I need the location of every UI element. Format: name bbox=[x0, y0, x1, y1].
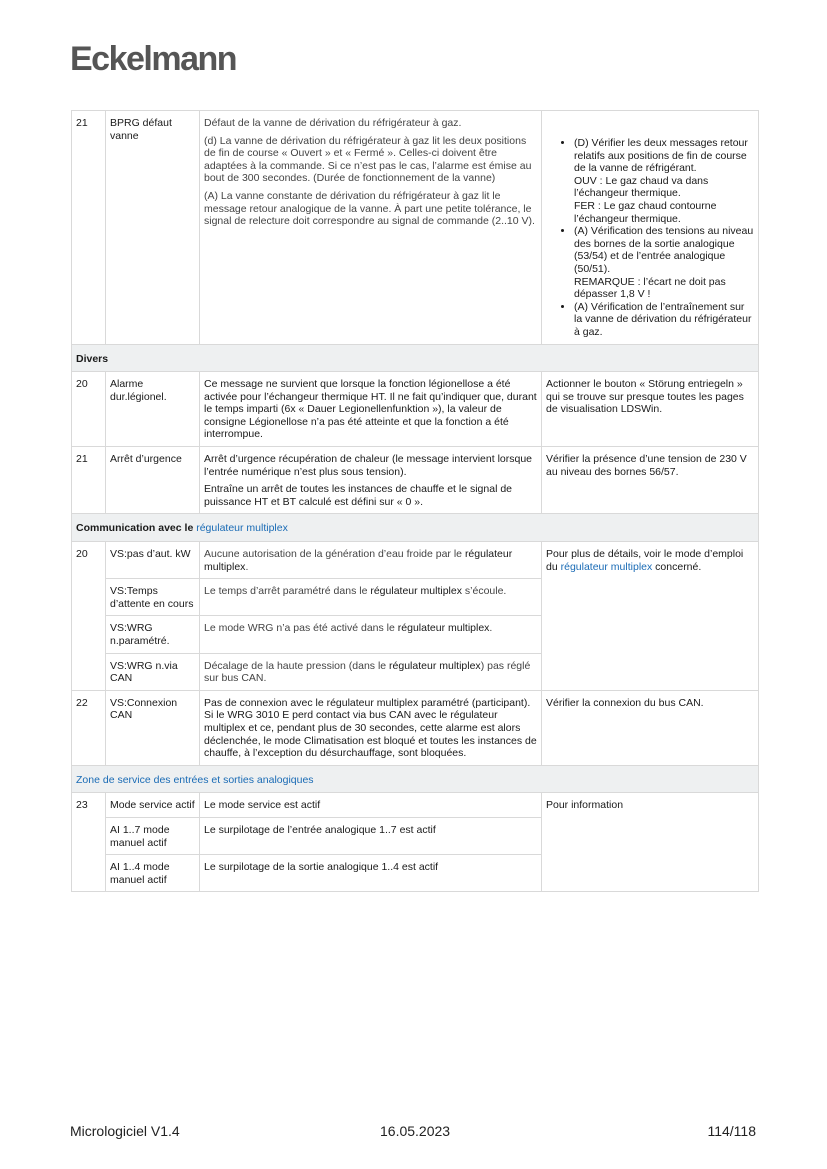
alarm-number: 22 bbox=[72, 690, 106, 765]
description-paragraph: (A) La vanne constante de dérivation du réfrigérateur à gaz lit le message retour analogique de la vanne. À part une petite tolérance, le signal de relecture doit correspondre au signal de commande (2..10 V). bbox=[204, 189, 535, 228]
table-row bbox=[72, 690, 759, 765]
alarm-description: Ce message ne survient que lorsque la fonction légionellose a été activée pour l’échangeur thermique HT. Il ne fait qu’indiquer que, durant le temps imparti (6x « Dauer Legionellenfunktion »), la valeur de consigne Légionellose n’a pas été atteinte et que la fonction a été interrompue. bbox=[200, 372, 542, 447]
description-paragraph: Arrêt d’urgence récupération de chaleur (le message intervient lorsque l’entrée numérique n’est plus sous tension). bbox=[204, 453, 533, 478]
alarm-action: Vérifier la présence d’une tension de 230 V au niveau des bornes 56/57. bbox=[542, 447, 759, 514]
alarm-description: Le mode service est actif bbox=[200, 793, 542, 818]
alarm-name: VS:Connexion CAN bbox=[106, 690, 200, 765]
list-item: • (A) Vérification de l’entraînement sur la vanne de dérivation du réfrigérateur à gaz. bbox=[574, 301, 754, 339]
alarm-name: AI 1..7 mode manuel actif bbox=[106, 817, 200, 854]
alarm-name: Arrêt d’urgence bbox=[106, 447, 200, 514]
alarm-name: AI 1..4 mode manuel actif bbox=[106, 855, 200, 892]
alarm-action: Vérifier la connexion du bus CAN. bbox=[542, 690, 759, 765]
alarm-action: Pour information bbox=[542, 793, 759, 892]
multiplex-link[interactable]: régulateur multiplex bbox=[196, 522, 288, 535]
alarm-description bbox=[200, 111, 542, 345]
section-title: Divers bbox=[72, 344, 759, 372]
footer-firmware-version: Micrologiciel V1.4 bbox=[70, 1123, 180, 1139]
table-row bbox=[72, 372, 759, 447]
footer-date: 16.05.2023 bbox=[380, 1123, 451, 1139]
footer-page-number: 114/118 bbox=[707, 1123, 756, 1139]
alarm-number: 21 bbox=[72, 447, 106, 514]
alarm-name: VS:WRG n.paramétré. bbox=[106, 616, 200, 653]
description-paragraph: (d) La vanne de dérivation du réfrigérateur à gaz lit les deux positions de fin de course « Ouvert » et « Fermé ». Celles-ci doivent être adaptées à la commande. Si ce n’est pas le cas, l’alarme est émise au bout de 300 secondes. (Durée de fonctionnement de la vanne) bbox=[204, 134, 532, 185]
multiplex-link[interactable]: régulateur multiplex bbox=[560, 560, 653, 573]
section-header-service-zone bbox=[72, 765, 759, 793]
alarm-number: 23 bbox=[72, 793, 106, 892]
alarm-number: 21 bbox=[72, 111, 106, 345]
alarm-name: VS:Temps d’attente en cours bbox=[106, 579, 200, 616]
list-item: • (D) Vérifier les deux messages retour relatifs aux positions de fin de course de la vanne de réfrigérant. OUV : Le gaz chaud va dans l’échangeur thermique. FER : Le gaz chaud contourne l’échangeur thermique. bbox=[574, 137, 754, 225]
alarm-description: Aucune autorisation de la génération d’eau froide par le régulateur multiplex. bbox=[200, 542, 542, 579]
table-row bbox=[72, 447, 759, 514]
alarm-name: VS:WRG n.via CAN bbox=[106, 653, 200, 690]
alarm-description: Pas de connexion avec le régulateur multiplex paramétré (participant). Si le WRG 3010 E perd contact via bus CAN avec le régulateur multiplex et ce, pendant plus de 30 secondes, cette alarme est alors déclenchée, le mode Climatisation est bloqué et toutes les instances de chauffe, à l’exception du désurchauffage, sont bloquées. bbox=[200, 690, 542, 765]
alarm-number: 20 bbox=[72, 542, 106, 691]
alarm-table bbox=[71, 110, 759, 892]
alarm-description: Le surpilotage de la sortie analogique 1..4 est actif bbox=[200, 855, 542, 892]
table-row bbox=[72, 542, 759, 579]
section-title: Zone de service des entrées et sorties analogiques bbox=[72, 765, 759, 793]
alarm-action: Pour plus de détails, voir le mode d’emploi du régulateur multiplex concerné. bbox=[542, 542, 759, 691]
list-item: • (A) Vérification des tensions au niveau des bornes de la sortie analogique (53/54) et de l’entrée analogique (50/51). REMARQUE : l’écart ne doit pas dépasser 1,8 V ! bbox=[574, 225, 754, 301]
description-paragraph: Entraîne un arrêt de toutes les instances de chauffe et le signal de puissance HT et BT calculé est défini sur « 0 ». bbox=[204, 483, 513, 508]
alarm-name: BPRG défaut vanne bbox=[106, 111, 200, 345]
alarm-name: VS:pas d’aut. kW bbox=[106, 542, 200, 579]
section-header-communication bbox=[72, 514, 759, 542]
action-list bbox=[546, 137, 754, 339]
alarm-number: 20 bbox=[72, 372, 106, 447]
table-row bbox=[72, 111, 759, 345]
alarm-description: Le surpilotage de l’entrée analogique 1..7 est actif bbox=[200, 817, 542, 854]
alarm-description: Le mode WRG n’a pas été activé dans le régulateur multiplex. bbox=[200, 616, 542, 653]
alarm-description bbox=[200, 447, 542, 514]
alarm-action bbox=[542, 111, 759, 345]
alarm-description: Le temps d’arrêt paramétré dans le régulateur multiplex s’écoule. bbox=[200, 579, 542, 616]
alarm-name: Alarme dur.légionel. bbox=[106, 372, 200, 447]
alarm-action: Actionner le bouton « Störung entriegeln » qui se trouve sur presque toutes les pages de visualisation LDSWin. bbox=[542, 372, 759, 447]
section-header-divers bbox=[72, 344, 759, 372]
brand-logo: Eckelmann bbox=[70, 40, 237, 78]
section-title: Communication avec le régulateur multiplex bbox=[72, 514, 759, 542]
description-paragraph: Défaut de la vanne de dérivation du réfrigérateur à gaz. bbox=[204, 117, 462, 129]
table-row bbox=[72, 793, 759, 818]
alarm-name: Mode service actif bbox=[106, 793, 200, 818]
alarm-description: Décalage de la haute pression (dans le régulateur multiplex) pas réglé sur bus CAN. bbox=[200, 653, 542, 690]
